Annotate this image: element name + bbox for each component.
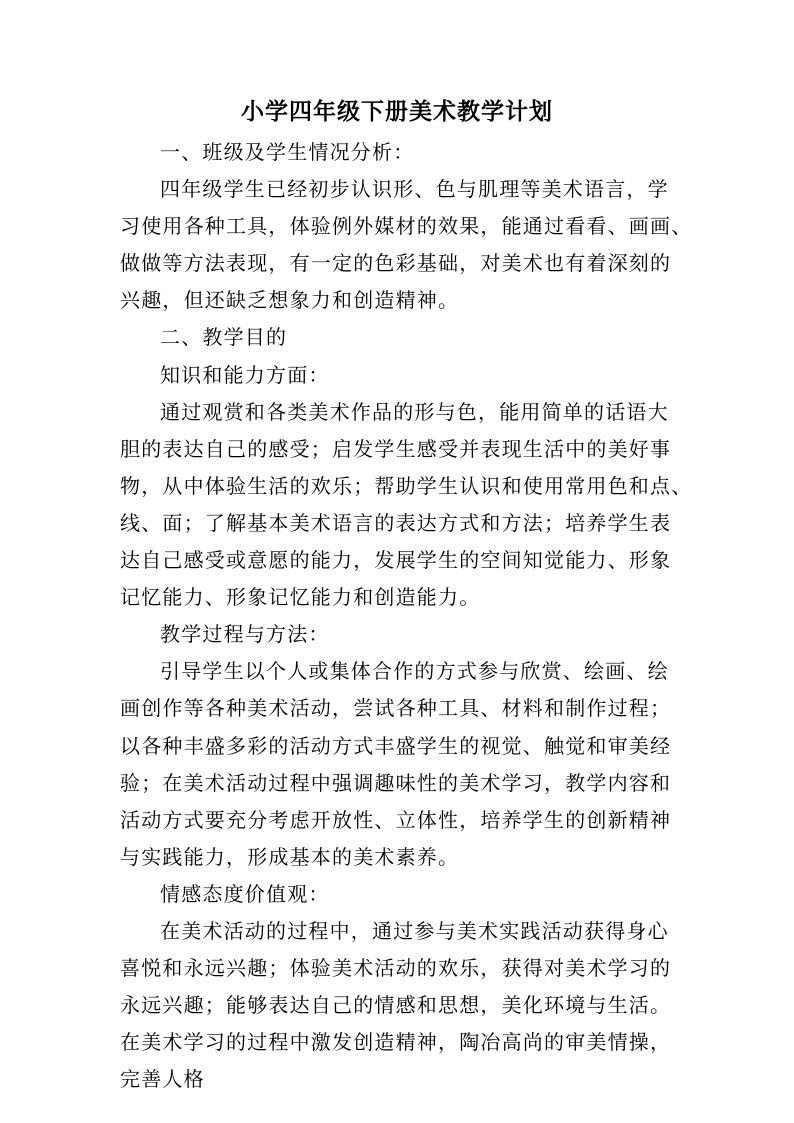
text-line: 一、班级及学生情况分析： bbox=[160, 140, 415, 164]
text-line: 通过观赏和各类美术作品的形与色，能用简单的话语大 bbox=[160, 399, 669, 424]
text-line: 喜悦和永远兴趣；体验美术活动的欢乐，获得对美术学习的 bbox=[120, 956, 672, 981]
text-line: 永远兴趣；能够表达自己的情感和思想，美化环境与生活。 bbox=[120, 993, 672, 1018]
text-line: 习使用各种工具，体验例外媒材的效果，能通过看看、画画、 bbox=[120, 214, 693, 239]
document-body bbox=[120, 134, 693, 1098]
text-line: 知识和能力方面： bbox=[160, 362, 330, 387]
text-line: 达自己感受或意愿的能力，发展学生的空间知觉能力、形象 bbox=[120, 548, 672, 573]
text-line: 引导学生以个人或集体合作的方式参与欣赏、绘画、绘 bbox=[160, 659, 669, 684]
text-line: 四年级学生已经初步认识形、色与肌理等美术语言，学 bbox=[160, 177, 669, 202]
text-line: 与实践能力，形成基本的美术素养。 bbox=[120, 844, 460, 869]
text-line: 情感态度价值观： bbox=[160, 881, 330, 906]
text-line: 在美术活动的过程中，通过参与美术实践活动获得身心 bbox=[160, 918, 669, 943]
text-line: 线、面；了解基本美术语言的表达方式和方法；培养学生表 bbox=[120, 510, 672, 535]
text-line: 记忆能力、形象记忆能力和创造能力。 bbox=[120, 585, 481, 610]
text-line: 物，从中体验生活的欢乐；帮助学生认识和使用常用色和点、 bbox=[120, 473, 693, 498]
text-line: 以各种丰盛多彩的活动方式丰盛学生的视觉、触觉和审美经 bbox=[120, 733, 672, 758]
document-title: 小学四年级下册美术教学计划 bbox=[241, 98, 553, 125]
text-line: 二、教学目的 bbox=[160, 325, 288, 350]
text-line: 完善人格 bbox=[120, 1067, 205, 1092]
text-line: 活动方式要充分考虑开放性、立体性，培养学生的创新精神 bbox=[120, 807, 672, 832]
text-line: 做做等方法表现，有一定的色彩基础，对美术也有着深刻的 bbox=[120, 251, 672, 276]
text-line: 胆的表达自己的感受；启发学生感受并表现生活中的美好事 bbox=[120, 436, 672, 461]
text-line: 验；在美术活动过程中强调趣味性的美术学习，教学内容和 bbox=[120, 770, 672, 795]
text-line: 在美术学习的过程中激发创造精神，陶冶高尚的审美情操， bbox=[120, 1030, 672, 1055]
text-line: 画创作等各种美术活动，尝试各种工具、材料和制作过程； bbox=[120, 696, 672, 721]
text-line: 兴趣，但还缺乏想象力和创造精神。 bbox=[120, 288, 460, 313]
text-line: 教学过程与方法： bbox=[160, 622, 330, 647]
